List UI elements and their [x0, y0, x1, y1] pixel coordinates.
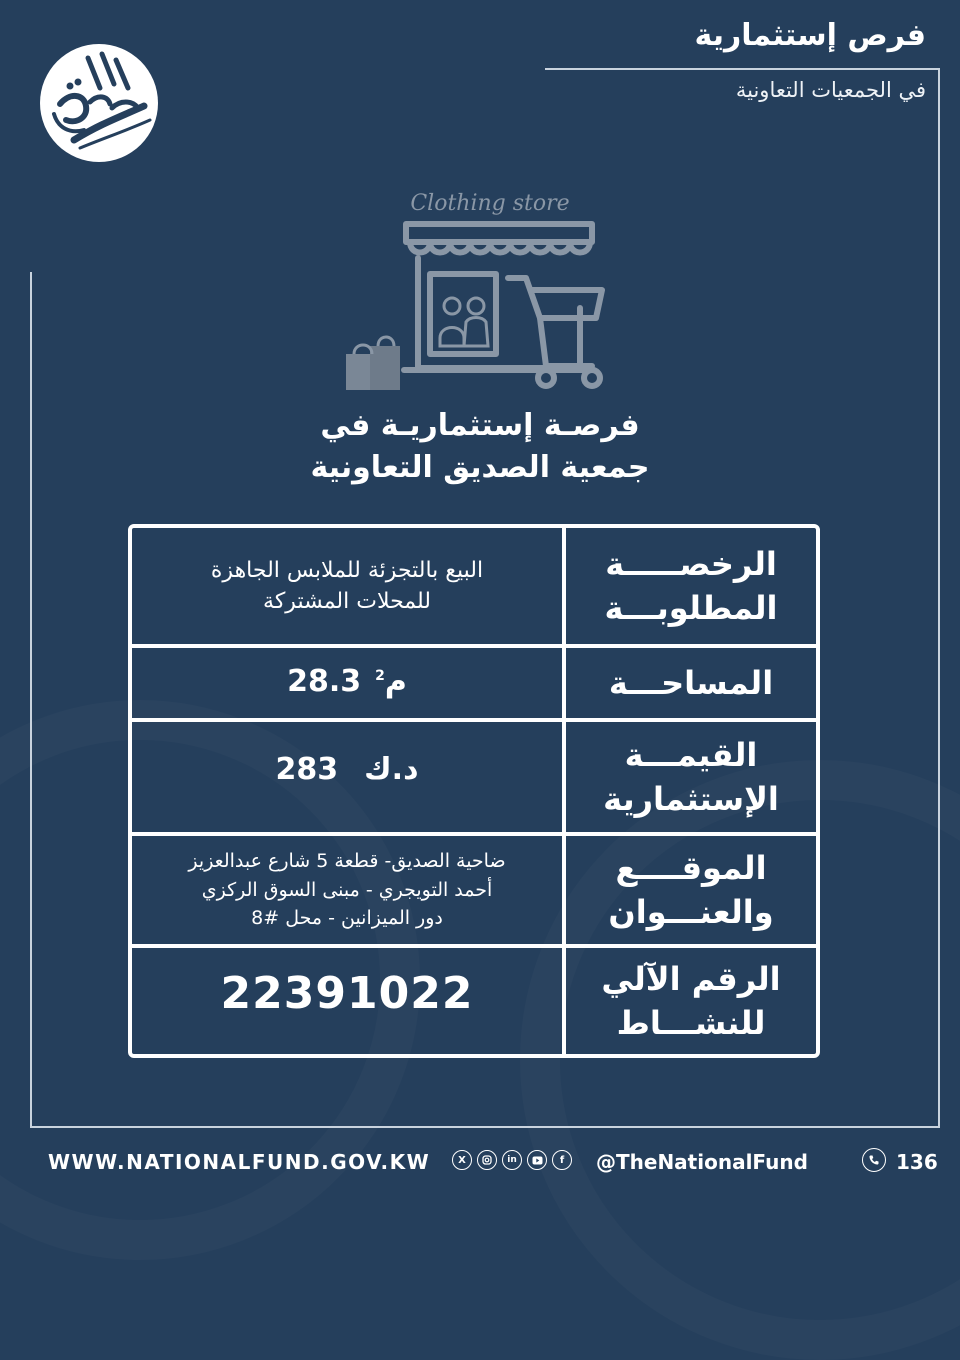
price-unit: د.ك: [364, 752, 419, 787]
table-row-activity: [132, 948, 816, 1054]
location-value: [132, 836, 562, 944]
national-fund-logo: [40, 44, 158, 162]
activity-value: [132, 948, 562, 1054]
youtube-icon[interactable]: [527, 1150, 547, 1170]
frame-line-top: [545, 68, 940, 70]
frame-line-right: [938, 68, 940, 1128]
area-unit-sup: 2: [375, 668, 385, 684]
license-label-line1: الرخصـــــة: [605, 544, 777, 583]
table-row-location: [132, 836, 816, 948]
header-title: فرص إستثمارية: [694, 18, 926, 53]
price-value: [132, 722, 562, 832]
table-row-area: [132, 648, 816, 722]
header-subtitle: في الجمعيات التعاونية: [735, 78, 926, 102]
license-value-line2: للمحلات المشتركة: [263, 589, 431, 614]
license-value: [132, 528, 562, 644]
price-label-line2: الإستثمارية: [603, 780, 779, 818]
table-row-license: [132, 528, 816, 648]
linkedin-icon[interactable]: in: [502, 1150, 522, 1170]
activity-label-line2: للنشـــاط: [616, 1004, 766, 1042]
price-number: 283: [275, 752, 339, 787]
phone-icon: [862, 1148, 886, 1172]
license-value-line1: البيع بالتجزئة للملابس الجاهزة: [210, 557, 484, 583]
activity-label: [562, 948, 816, 1054]
price-label: [562, 722, 816, 832]
location-label-line2: والعنـــوان: [608, 893, 774, 931]
main-title-line1: فرصـة إستثماريـة في: [320, 408, 640, 443]
website-link[interactable]: WWW.NATIONALFUND.GOV.KW: [48, 1150, 431, 1174]
calligraphy-logo-icon: [40, 44, 158, 162]
table-row-price: [132, 722, 816, 836]
x-icon[interactable]: X: [452, 1150, 472, 1170]
area-label: [562, 648, 816, 718]
activity-number: 22391022: [220, 968, 474, 1019]
price-label-line1: القيمـــة: [624, 735, 758, 774]
frame-line-bottom: [30, 1126, 940, 1128]
license-label: [562, 528, 816, 644]
location-label: [562, 836, 816, 944]
license-label-line2: المطلوبـــة: [604, 589, 778, 627]
main-title-line2: جمعية الصديق التعاونية: [310, 450, 650, 485]
social-icons: [452, 1150, 572, 1170]
area-number: 28.3: [287, 664, 362, 699]
instagram-icon[interactable]: [477, 1150, 497, 1170]
facebook-icon[interactable]: f: [552, 1150, 572, 1170]
area-value: [132, 648, 562, 718]
illustration-caption: Clothing store: [410, 191, 570, 216]
location-line2: أحمد التويجري - مبنى السوق الركزي: [201, 878, 493, 901]
activity-label-line1: الرقم الآلي: [601, 959, 781, 998]
location-line3: دور الميزانين - محل #8: [251, 907, 443, 930]
info-table: [128, 524, 820, 1058]
phone-number[interactable]: 136: [896, 1150, 938, 1174]
frame-line-left: [30, 272, 32, 1128]
clothing-store-illustration: [340, 178, 620, 398]
location-label-line1: الموقــــع: [615, 848, 767, 887]
location-line1: ضاحية الصديق- قطعة 5 شارع عبدالعزيز: [188, 850, 506, 873]
social-handle[interactable]: @TheNationalFund: [596, 1150, 808, 1174]
clothing-store-icon: [340, 178, 620, 398]
area-label-text: المساحـــة: [608, 663, 774, 702]
footer: [0, 1138, 960, 1188]
area-unit: م$^2$: [375, 664, 407, 699]
